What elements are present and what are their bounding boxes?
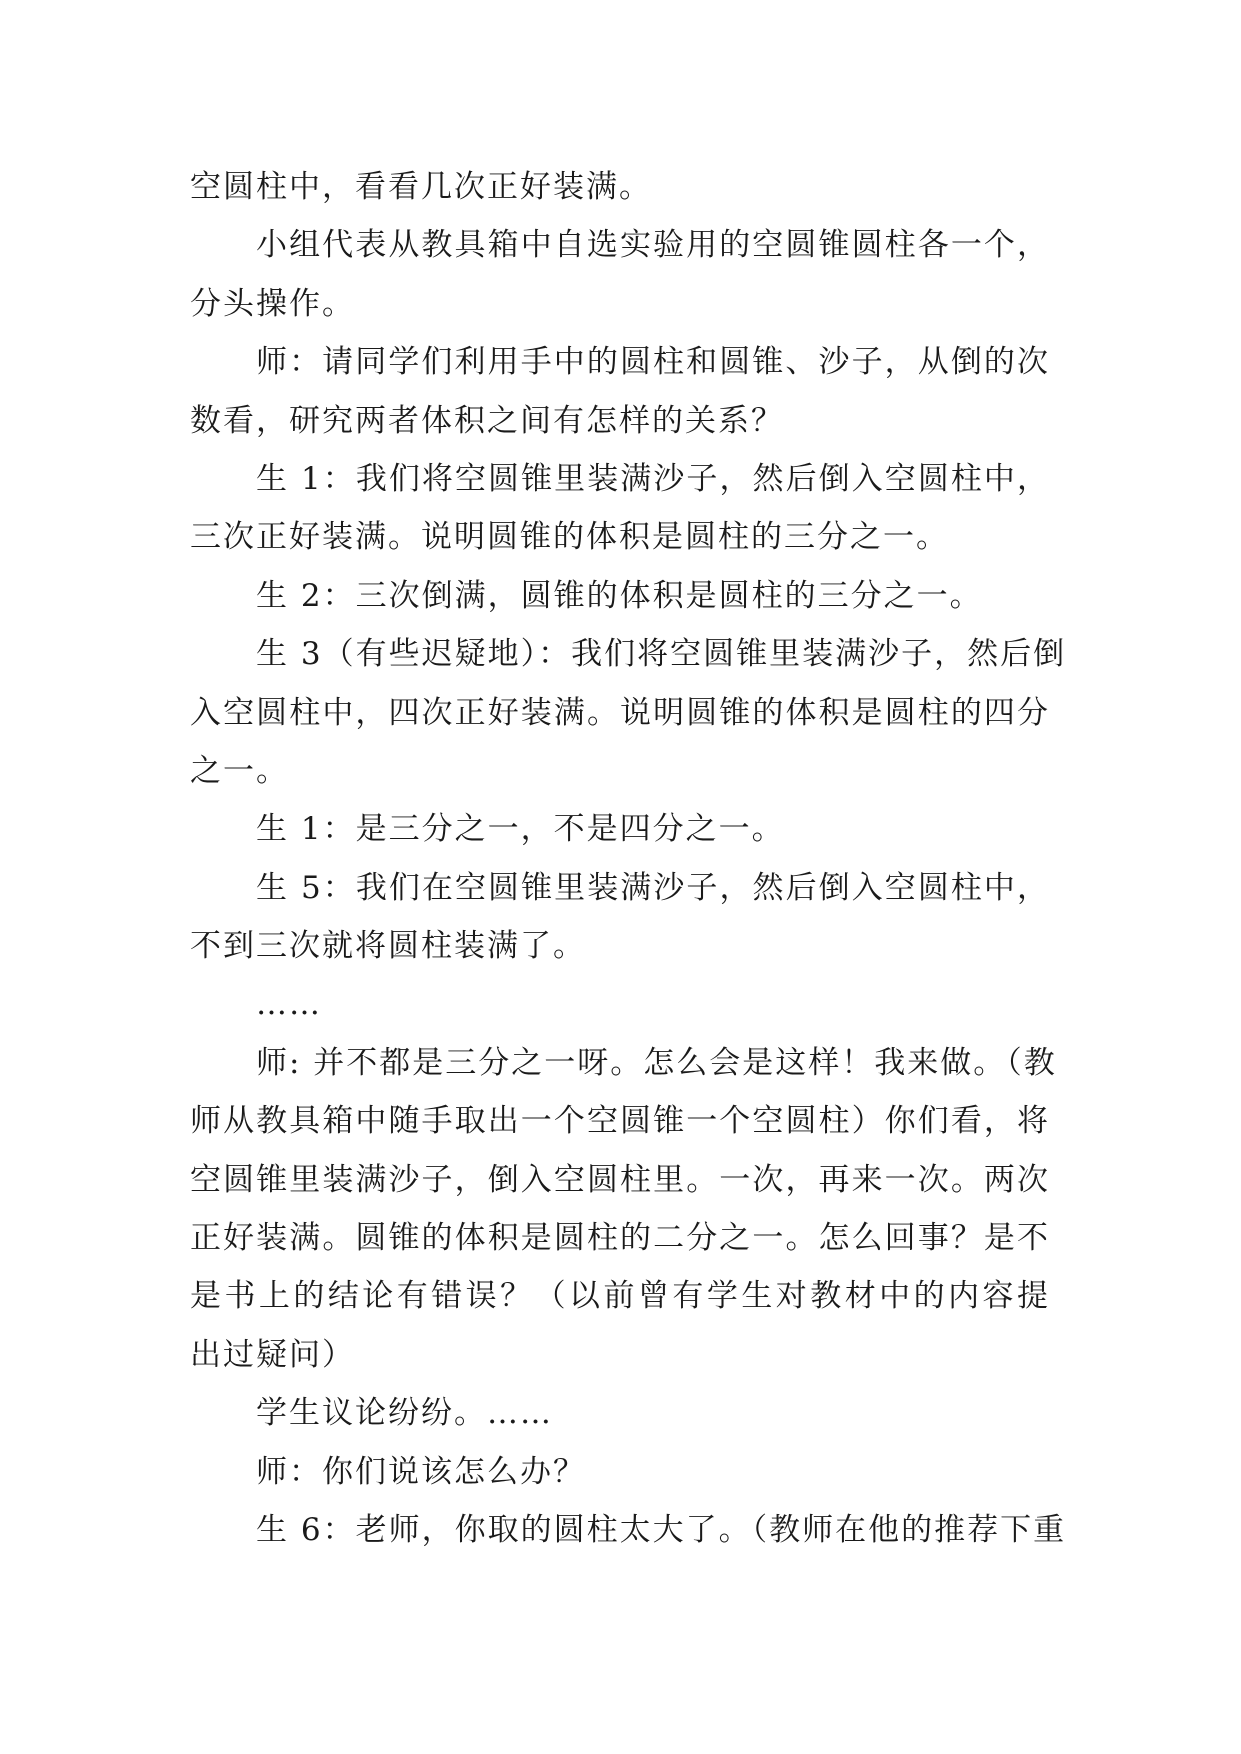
- text-line: 生 1：是三分之一，不是四分之一。: [256, 811, 785, 848]
- text-line: 入空圆柱中，四次正好装满。说明圆锥的体积是圆柱的四分: [190, 694, 1050, 731]
- text-line: 空圆柱中，看看几次正好装满。: [190, 169, 652, 205]
- text-line: 分头操作。: [190, 285, 355, 322]
- text-line: 师：你们说该怎么办？: [256, 1453, 586, 1490]
- text-line: 师：请同学们利用手中的圆柱和圆锥、沙子，从倒的次: [256, 344, 1050, 381]
- text-line: 学生议论纷纷。……: [256, 1395, 553, 1432]
- text-line: 师从教具箱中随手取出一个空圆锥一个空圆柱）你们看，将: [190, 1103, 1050, 1140]
- text-line: 生 2：三次倒满，圆锥的体积是圆柱的三分之一。: [256, 577, 983, 614]
- text-line: 不到三次就将圆柱装满了。: [190, 928, 586, 965]
- text-line: 之一。: [190, 752, 289, 789]
- text-line: 小组代表从教具箱中自选实验用的空圆锥圆柱各一个，: [256, 227, 1050, 264]
- text-line: 生 6：老师，你取的圆柱太大了。（教师在他的推荐下重: [256, 1511, 1067, 1548]
- ellipsis-line: ……: [256, 986, 322, 1023]
- text-line: 数看，研究两者体积之间有怎样的关系？: [190, 402, 784, 439]
- text-line: 生 3（有些迟疑地）：我们将空圆锥里装满沙子，然后倒: [256, 636, 1067, 673]
- text-line: 空圆锥里装满沙子，倒入空圆柱里。一次，再来一次。两次: [190, 1161, 1050, 1198]
- text-line: 是书上的结论有错误？（以前曾有学生对教材中的内容提: [190, 1278, 1050, 1315]
- text-line: 出过疑问）: [190, 1336, 355, 1373]
- body-text: [190, 158, 1067, 1559]
- text-line: 生 5：我们在空圆锥里装满沙子，然后倒入空圆柱中，: [256, 869, 1050, 906]
- text-line: 三次正好装满。说明圆锥的体积是圆柱的三分之一。: [190, 519, 949, 556]
- text-line: 师: 并不都是三分之一呀。怎么会是这样！我来做。（教: [256, 1044, 1057, 1081]
- text-line: 生 1：我们将空圆锥里装满沙子，然后倒入空圆柱中，: [256, 460, 1050, 497]
- text-line: 正好装满。圆锥的体积是圆柱的二分之一。怎么回事？是不: [190, 1220, 1050, 1257]
